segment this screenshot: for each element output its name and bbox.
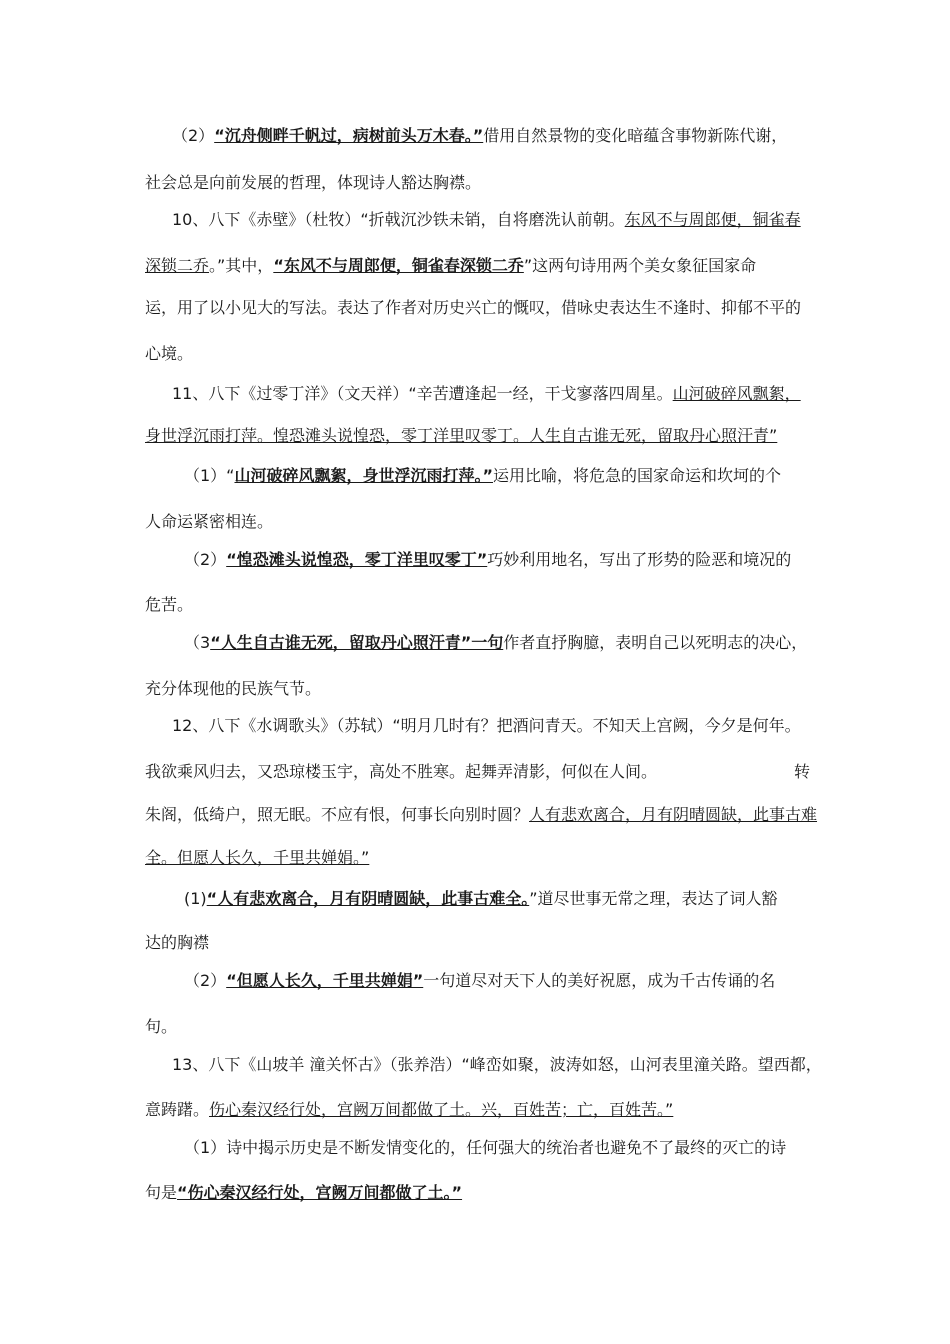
text-line <box>172 125 837 147</box>
text-line <box>184 1137 849 1159</box>
commentary-text: 危苦。 <box>145 595 194 614</box>
quoted-verse: “沉舟侧畔千帆过，病树前头万木春。” <box>214 126 484 145</box>
line-prefix: (1) <box>184 889 207 908</box>
text-line <box>184 632 849 654</box>
commentary-text: 社会总是向前发展的哲理，体现诗人豁达胸襟。 <box>145 173 482 192</box>
text-line <box>145 1182 810 1204</box>
commentary-text: 作者直抒胸臆，表明自己以死明志的决心， <box>503 633 808 652</box>
text-line <box>145 172 810 194</box>
underlined-verse: 深锁二乔 <box>145 256 210 275</box>
commentary-text: 充分体现他的民族气节。 <box>145 679 322 698</box>
poem-heading: 12、八下《水调歌头》（苏轼）“明月几时有？把酒问青天。不知天上宫阙，今夕是何年。 <box>172 716 801 735</box>
poem-heading: 11、八下《过零丁洋》（文天祥）“辛苦遭逢起一经，干戈寥落四周星。 <box>172 384 673 403</box>
text-line <box>145 847 810 869</box>
commentary-text: ”这两句诗用两个美女象征国家命 <box>523 256 757 275</box>
text-line <box>145 804 818 826</box>
poem-heading: 13、八下《山坡羊 潼关怀古》（张养浩）“峰峦如聚，波涛如怒，山河表里潼关路。望西都， <box>172 1055 822 1074</box>
text-line <box>184 465 849 487</box>
text-line <box>145 255 810 277</box>
commentary-text: 我欲乘风归去，又恐琼楼玉宇，高处不胜寒。起舞弄清影，何似在人间。 <box>145 762 658 781</box>
quoted-verse: “但愿人长久，千里共婵娟” <box>226 971 424 990</box>
underlined-verse: 全。但愿人长久，千里共婵娟。” <box>145 848 370 867</box>
text-line <box>145 678 810 700</box>
quoted-verse: “伤心秦汉经行处，宫阙万间都做了土。” <box>177 1183 463 1202</box>
line-prefix: （2） <box>184 971 227 990</box>
text-line <box>145 594 810 616</box>
line-prefix: （2） <box>184 550 227 569</box>
commentary-text: 。”其中， <box>209 256 274 275</box>
text-line <box>145 343 810 365</box>
poem-heading: 10、八下《赤壁》（杜牧）“折戟沉沙铁未销，自将磨洗认前朝。 <box>172 210 625 229</box>
text-line <box>145 1016 810 1038</box>
text-line <box>145 932 810 954</box>
commentary-text: 运，用了以小见大的写法。表达了作者对历史兴亡的慨叹，借咏史表达生不逢时、抑郁不平的 <box>145 298 802 317</box>
line-prefix: （1）“ <box>184 466 235 485</box>
commentary-text: 转 <box>793 762 810 781</box>
poem-heading-line <box>172 715 837 737</box>
poem-heading-line <box>172 209 837 231</box>
text-line <box>145 425 810 447</box>
quoted-verse: “东风不与周郎便，铜雀春深锁二乔 <box>273 256 524 275</box>
text-line <box>145 761 810 783</box>
line-prefix: （3 <box>184 633 211 652</box>
text-line <box>145 297 810 319</box>
underlined-verse: 东风不与周郎便，铜雀春 <box>624 210 801 229</box>
commentary-text: 借用自然景物的变化暗蕴含事物新陈代谢， <box>483 126 788 145</box>
quoted-verse: 山河破碎风飘絮，身世浮沉雨打萍。” <box>234 466 494 485</box>
commentary-text: 心境。 <box>145 344 194 363</box>
line-prefix: （2） <box>172 126 215 145</box>
text-line <box>184 549 849 571</box>
commentary-text: 句。 <box>145 1017 178 1036</box>
underlined-verse: 山河破碎风飘絮， <box>672 384 801 403</box>
commentary-text: 人命运紧密相连。 <box>145 512 274 531</box>
text-line <box>184 970 849 992</box>
underlined-verse: 伤心秦汉经行处，宫阙万间都做了土。兴，百姓苦；亡，百姓苦。” <box>209 1100 674 1119</box>
poem-heading-line <box>172 383 837 405</box>
underlined-verse: 人有悲欢离合，月有阴晴圆缺，此事古难 <box>529 805 818 824</box>
commentary-text: 句是 <box>145 1183 178 1202</box>
quoted-verse: “人生自古谁无死，留取丹心照汗青”一句 <box>210 633 504 652</box>
commentary-text: （1）诗中揭示历史是不断发情变化的，任何强大的统治者也避免不了最终的灭亡的诗 <box>184 1138 787 1157</box>
commentary-text: ”道尽世事无常之理，表达了词人豁 <box>529 889 778 908</box>
quoted-verse: “惶恐滩头说惶恐，零丁洋里叹零丁” <box>226 550 488 569</box>
commentary-text: 朱阁，低绮户，照无眠。不应有恨，何事长向别时圆？ <box>145 805 530 824</box>
text-line <box>145 1099 810 1121</box>
quoted-verse: “人有悲欢离合，月有阴晴圆缺，此事古难全。 <box>206 889 530 908</box>
commentary-text: 达的胸襟 <box>145 933 210 952</box>
commentary-text: 意踌躇。 <box>145 1100 210 1119</box>
commentary-text: 一句道尽对天下人的美好祝愿，成为千古传诵的名 <box>423 971 776 990</box>
poem-heading-line <box>172 1054 837 1076</box>
text-line <box>184 888 849 910</box>
underlined-verse: 身世浮沉雨打萍。惶恐滩头说惶恐，零丁洋里叹零丁。人生自古谁无死，留取丹心照汗青” <box>145 426 778 445</box>
commentary-text: 运用比喻，将危急的国家命运和坎坷的个 <box>493 466 782 485</box>
commentary-text: 巧妙利用地名，写出了形势的险恶和境况的 <box>487 550 792 569</box>
text-line <box>145 511 810 533</box>
